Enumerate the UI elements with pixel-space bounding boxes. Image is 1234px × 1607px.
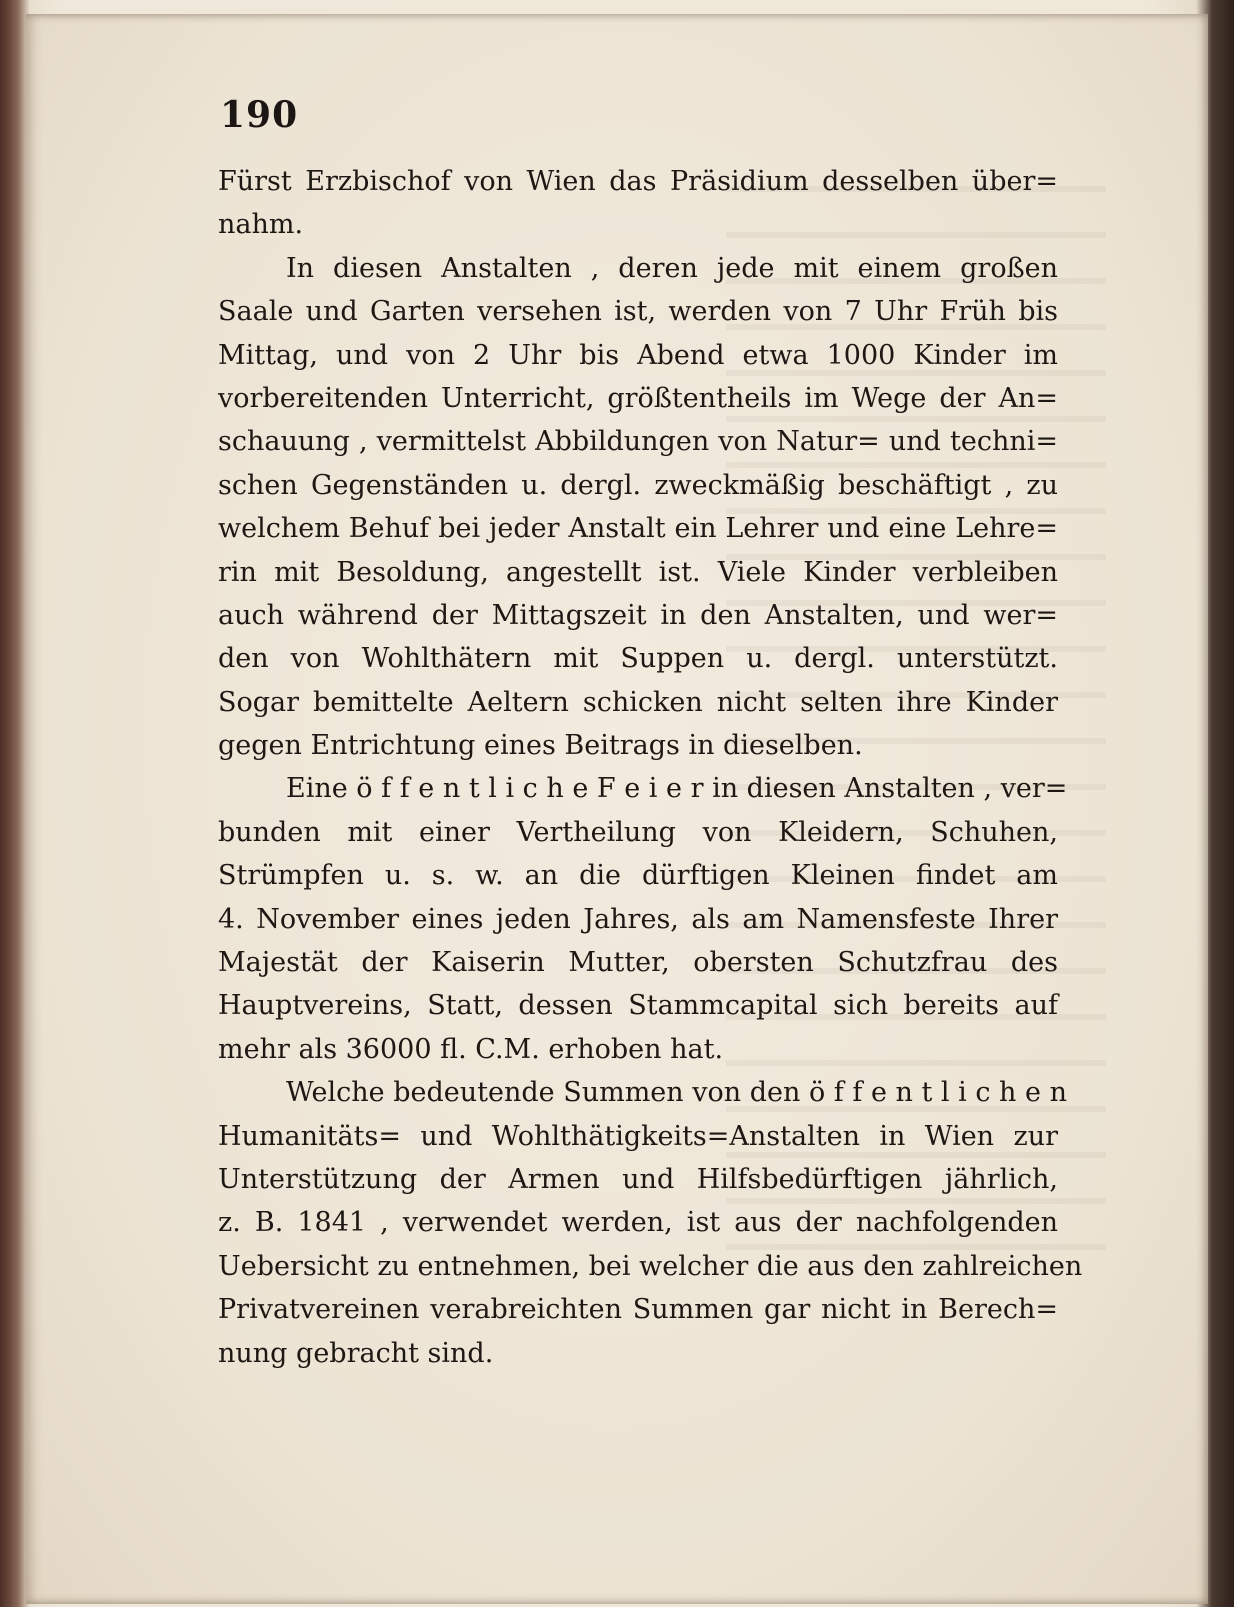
text-line: z. B. 1841 , verwendet werden, ist aus der nachfolgenden bbox=[218, 1207, 1058, 1239]
text-line: nahm. bbox=[218, 209, 304, 241]
text-line: auch während der Mittagszeit in den Anstalten, und wer= bbox=[218, 599, 1058, 631]
text-line: den von Wohlthätern mit Suppen u. dergl. unterstützt. bbox=[218, 643, 1058, 675]
text-line: welchem Behuf bei jeder Anstalt ein Lehrer und eine Lehre= bbox=[218, 513, 1058, 545]
text-line: Mittag, und von 2 Uhr bis Abend etwa 1000 Kinder im bbox=[218, 339, 1058, 371]
text-line: In diesen Anstalten , deren jede mit einem großen bbox=[286, 252, 1058, 284]
text-line: Sogar bemittelte Aeltern schicken nicht selten ihre Kinder bbox=[218, 686, 1058, 718]
text-line: Humanitäts= und Wohlthätigkeits=Anstalten in Wien zur bbox=[218, 1120, 1058, 1152]
text-line: vorbereitenden Unterricht, größtentheils im Wege der An= bbox=[218, 382, 1058, 414]
text-line: mehr als 36000 fl. C.M. erhoben hat. bbox=[218, 1033, 724, 1065]
paragraph bbox=[218, 160, 1058, 247]
text-line: Eine ö f f e n t l i c h e F e i e r in diesen Anstalten , ver= bbox=[286, 773, 1068, 805]
text-line: bunden mit einer Vertheilung von Kleidern, Schuhen, bbox=[218, 816, 1058, 848]
text-line: Unterstützung der Armen und Hilfsbedürftigen jährlich, bbox=[218, 1163, 1058, 1195]
text-line: nung gebracht sind. bbox=[218, 1337, 494, 1369]
text-line: Privatvereinen verabreichten Summen gar nicht in Berech= bbox=[218, 1294, 1058, 1326]
text-line: schen Gegenständen u. dergl. zweckmäßig beschäftigt , zu bbox=[218, 469, 1058, 501]
text-line: Welche bedeutende Summen von den ö f f e n t l i c h e n bbox=[286, 1077, 1067, 1109]
text-line: gegen Entrichtung eines Beitrags in dieselben. bbox=[218, 730, 863, 762]
text-line: 4. November eines jeden Jahres, als am Namensfeste Ihrer bbox=[218, 903, 1058, 935]
paragraph bbox=[218, 247, 1058, 768]
body-text bbox=[218, 160, 1083, 1375]
text-line: Fürst Erzbischof von Wien das Präsidium desselben über= bbox=[218, 166, 1058, 197]
paragraph bbox=[218, 1071, 1083, 1375]
paragraph bbox=[218, 767, 1068, 1071]
text-line: rin mit Besoldung, angestellt ist. Viele Kinder verbleiben bbox=[218, 556, 1058, 588]
text-line: Hauptvereins, Statt, dessen Stammcapital sich bereits auf bbox=[218, 990, 1058, 1022]
text-line: Saale und Garten versehen ist, werden von 7 Uhr Früh bis bbox=[218, 296, 1058, 328]
text-line: schauung , vermittelst Abbildungen von Natur= und techni= bbox=[218, 426, 1058, 458]
text-line: Strümpfen u. s. w. an die dürftigen Kleinen findet am bbox=[218, 860, 1058, 892]
page-number: 190 bbox=[220, 94, 299, 136]
text-line: Uebersicht zu entnehmen, bei welcher die aus den zahlreichen bbox=[218, 1250, 1083, 1282]
text-line: Majestät der Kaiserin Mutter, obersten Schutzfrau des bbox=[218, 947, 1058, 979]
